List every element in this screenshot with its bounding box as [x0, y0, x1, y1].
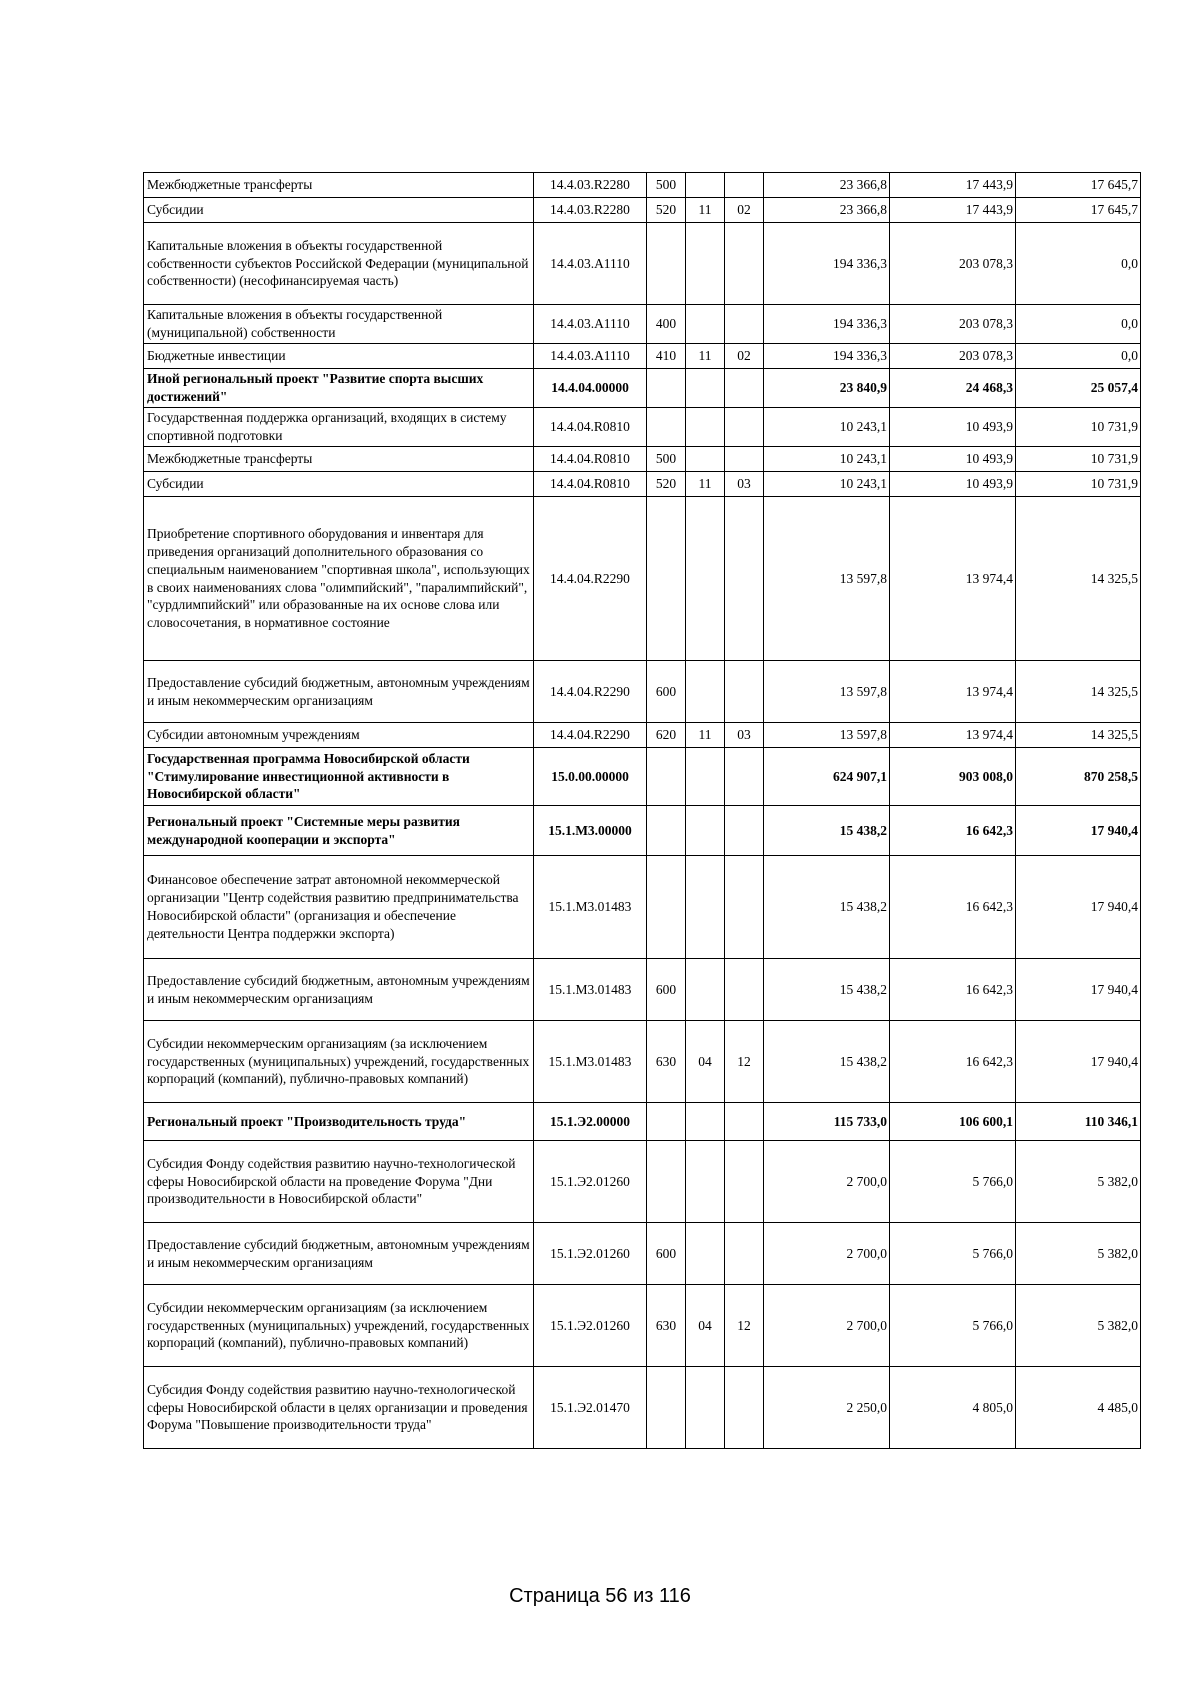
row-target-code: 15.1.М3.00000	[534, 806, 647, 856]
row-target-code: 15.1.Э2.01260	[534, 1223, 647, 1285]
row-subsection	[725, 1103, 764, 1141]
row-amount-year-3: 17 940,4	[1016, 959, 1141, 1021]
table-row	[144, 472, 1141, 497]
row-target-code: 14.4.03.R2280	[534, 198, 647, 223]
row-expense-type	[647, 1141, 686, 1223]
row-name: Предоставление субсидий бюджетным, автономным учреждениям и иным некоммерческим организациям	[144, 959, 534, 1021]
row-target-code: 14.4.03.A1110	[534, 344, 647, 369]
table-row	[144, 1223, 1141, 1285]
row-subsection: 12	[725, 1285, 764, 1367]
row-amount-year-2: 17 443,9	[890, 198, 1016, 223]
row-amount-year-3: 17 940,4	[1016, 806, 1141, 856]
row-amount-year-2: 16 642,3	[890, 806, 1016, 856]
row-amount-year-2: 5 766,0	[890, 1223, 1016, 1285]
row-subsection	[725, 1223, 764, 1285]
row-target-code: 14.4.04.R2290	[534, 497, 647, 661]
page-number: Страница 56 из 116	[509, 1585, 691, 1607]
row-amount-year-3: 5 382,0	[1016, 1285, 1141, 1367]
row-amount-year-1: 13 597,8	[764, 497, 890, 661]
table-row	[144, 198, 1141, 223]
row-section	[686, 1223, 725, 1285]
table-row	[144, 369, 1141, 408]
row-section	[686, 305, 725, 344]
row-target-code: 15.1.М3.01483	[534, 959, 647, 1021]
row-amount-year-3: 0,0	[1016, 305, 1141, 344]
row-expense-type	[647, 408, 686, 447]
budget-table	[143, 172, 1141, 1449]
row-amount-year-2: 4 805,0	[890, 1367, 1016, 1449]
table-row	[144, 1285, 1141, 1367]
row-amount-year-2: 203 078,3	[890, 305, 1016, 344]
row-subsection	[725, 305, 764, 344]
row-amount-year-3: 14 325,5	[1016, 723, 1141, 748]
row-amount-year-3: 4 485,0	[1016, 1367, 1141, 1449]
row-amount-year-2: 16 642,3	[890, 959, 1016, 1021]
row-amount-year-3: 17 645,7	[1016, 198, 1141, 223]
row-amount-year-1: 10 243,1	[764, 447, 890, 472]
row-amount-year-2: 16 642,3	[890, 856, 1016, 959]
row-amount-year-3: 10 731,9	[1016, 472, 1141, 497]
row-subsection	[725, 959, 764, 1021]
row-section: 04	[686, 1021, 725, 1103]
table-row	[144, 173, 1141, 198]
row-subsection	[725, 369, 764, 408]
row-amount-year-1: 13 597,8	[764, 661, 890, 723]
row-subsection	[725, 1141, 764, 1223]
row-amount-year-1: 15 438,2	[764, 1021, 890, 1103]
row-section	[686, 1141, 725, 1223]
row-target-code: 15.1.М3.01483	[534, 856, 647, 959]
row-amount-year-1: 2 250,0	[764, 1367, 890, 1449]
row-name: Межбюджетные трансферты	[144, 447, 534, 472]
row-section: 04	[686, 1285, 725, 1367]
row-name: Предоставление субсидий бюджетным, автономным учреждениям и иным некоммерческим организациям	[144, 661, 534, 723]
row-expense-type: 600	[647, 661, 686, 723]
row-amount-year-2: 10 493,9	[890, 472, 1016, 497]
row-amount-year-3: 870 258,5	[1016, 748, 1141, 806]
row-amount-year-3: 25 057,4	[1016, 369, 1141, 408]
row-section	[686, 173, 725, 198]
row-target-code: 14.4.04.R0810	[534, 408, 647, 447]
row-expense-type	[647, 1103, 686, 1141]
row-amount-year-2: 5 766,0	[890, 1285, 1016, 1367]
row-name: Бюджетные инвестиции	[144, 344, 534, 369]
row-subsection	[725, 806, 764, 856]
row-name: Иной региональный проект "Развитие спорта высших достижений"	[144, 369, 534, 408]
row-section	[686, 223, 725, 305]
row-amount-year-1: 2 700,0	[764, 1141, 890, 1223]
table-row	[144, 1367, 1141, 1449]
row-expense-type	[647, 748, 686, 806]
row-amount-year-2: 903 008,0	[890, 748, 1016, 806]
table-row	[144, 223, 1141, 305]
row-section	[686, 447, 725, 472]
row-target-code: 15.1.Э2.01260	[534, 1285, 647, 1367]
row-expense-type: 630	[647, 1285, 686, 1367]
table-row	[144, 447, 1141, 472]
row-amount-year-1: 15 438,2	[764, 806, 890, 856]
row-name: Приобретение спортивного оборудования и инвентаря для приведения организаций дополнительного образования со специальным наименованием "спортивная школа", использующих в своих наименованиях слова "олимпийский", "паралимпийский", "сурдлимпийский" или образованные на их основе слова или словосочетания, в нормативное состояние	[144, 497, 534, 661]
row-name: Субсидии	[144, 198, 534, 223]
row-expense-type	[647, 856, 686, 959]
row-expense-type: 520	[647, 198, 686, 223]
row-amount-year-2: 203 078,3	[890, 344, 1016, 369]
row-target-code: 14.4.04.R0810	[534, 472, 647, 497]
row-expense-type: 500	[647, 447, 686, 472]
row-amount-year-2: 13 974,4	[890, 497, 1016, 661]
row-name: Финансовое обеспечение затрат автономной некоммерческой организации "Центр содействия развитию предпринимательства Новосибирской области" (организация и обеспечение деятельности Центра поддержки экспорта)	[144, 856, 534, 959]
row-amount-year-2: 106 600,1	[890, 1103, 1016, 1141]
row-expense-type	[647, 1367, 686, 1449]
row-target-code: 15.1.М3.01483	[534, 1021, 647, 1103]
row-expense-type: 630	[647, 1021, 686, 1103]
table-body	[144, 173, 1141, 1449]
row-expense-type: 520	[647, 472, 686, 497]
row-subsection	[725, 661, 764, 723]
row-expense-type	[647, 806, 686, 856]
row-section	[686, 661, 725, 723]
row-section: 11	[686, 344, 725, 369]
row-amount-year-1: 23 366,8	[764, 198, 890, 223]
row-amount-year-2: 13 974,4	[890, 661, 1016, 723]
row-section: 11	[686, 198, 725, 223]
row-subsection	[725, 408, 764, 447]
row-name: Субсидии автономным учреждениям	[144, 723, 534, 748]
row-amount-year-3: 17 645,7	[1016, 173, 1141, 198]
row-target-code: 14.4.03.A1110	[534, 305, 647, 344]
row-amount-year-2: 13 974,4	[890, 723, 1016, 748]
row-target-code: 14.4.04.R2290	[534, 723, 647, 748]
row-amount-year-1: 194 336,3	[764, 223, 890, 305]
row-section	[686, 959, 725, 1021]
row-target-code: 14.4.03.R2280	[534, 173, 647, 198]
row-amount-year-2: 5 766,0	[890, 1141, 1016, 1223]
row-target-code: 15.1.Э2.01470	[534, 1367, 647, 1449]
row-amount-year-1: 624 907,1	[764, 748, 890, 806]
row-amount-year-3: 0,0	[1016, 223, 1141, 305]
row-subsection: 12	[725, 1021, 764, 1103]
row-name: Субсидии некоммерческим организациям (за исключением государственных (муниципальных) учреждений, государственных корпораций (компаний), публично-правовых компаний)	[144, 1285, 534, 1367]
row-amount-year-3: 5 382,0	[1016, 1141, 1141, 1223]
row-name: Капитальные вложения в объекты государственной собственности субъектов Российской Федерации (муниципальной собственности) (несофинансируемая часть)	[144, 223, 534, 305]
table-row	[144, 723, 1141, 748]
row-amount-year-2: 10 493,9	[890, 447, 1016, 472]
row-amount-year-3: 0,0	[1016, 344, 1141, 369]
row-amount-year-2: 10 493,9	[890, 408, 1016, 447]
row-amount-year-1: 194 336,3	[764, 344, 890, 369]
row-subsection	[725, 223, 764, 305]
row-section	[686, 408, 725, 447]
row-amount-year-3: 17 940,4	[1016, 856, 1141, 959]
row-subsection	[725, 497, 764, 661]
row-amount-year-1: 15 438,2	[764, 856, 890, 959]
row-section	[686, 1103, 725, 1141]
row-name: Предоставление субсидий бюджетным, автономным учреждениям и иным некоммерческим организациям	[144, 1223, 534, 1285]
row-amount-year-3: 5 382,0	[1016, 1223, 1141, 1285]
row-subsection	[725, 748, 764, 806]
row-section: 11	[686, 723, 725, 748]
row-name: Субсидия Фонду содействия развитию научно-технологической сферы Новосибирской области на проведение Форума "Дни производительности в Новосибирской области"	[144, 1141, 534, 1223]
row-subsection: 03	[725, 723, 764, 748]
row-subsection: 02	[725, 344, 764, 369]
row-amount-year-1: 13 597,8	[764, 723, 890, 748]
row-amount-year-3: 14 325,5	[1016, 661, 1141, 723]
row-amount-year-2: 16 642,3	[890, 1021, 1016, 1103]
row-target-code: 15.1.Э2.01260	[534, 1141, 647, 1223]
row-subsection: 03	[725, 472, 764, 497]
table-row	[144, 344, 1141, 369]
row-name: Государственная программа Новосибирской области "Стимулирование инвестиционной активности в Новосибирской области"	[144, 748, 534, 806]
row-name: Межбюджетные трансферты	[144, 173, 534, 198]
row-target-code: 14.4.03.A1110	[534, 223, 647, 305]
row-amount-year-1: 23 840,9	[764, 369, 890, 408]
row-section: 11	[686, 472, 725, 497]
row-amount-year-2: 24 468,3	[890, 369, 1016, 408]
table-row	[144, 1103, 1141, 1141]
row-expense-type: 400	[647, 305, 686, 344]
row-amount-year-3: 10 731,9	[1016, 408, 1141, 447]
row-amount-year-1: 10 243,1	[764, 472, 890, 497]
row-amount-year-2: 203 078,3	[890, 223, 1016, 305]
row-expense-type: 410	[647, 344, 686, 369]
row-target-code: 14.4.04.R2290	[534, 661, 647, 723]
row-expense-type: 500	[647, 173, 686, 198]
table-row	[144, 1021, 1141, 1103]
row-expense-type	[647, 223, 686, 305]
row-name: Региональный проект "Системные меры развития международной кооперации и экспорта"	[144, 806, 534, 856]
row-section	[686, 748, 725, 806]
row-name: Капитальные вложения в объекты государственной (муниципальной) собственности	[144, 305, 534, 344]
row-amount-year-1: 2 700,0	[764, 1223, 890, 1285]
row-subsection	[725, 173, 764, 198]
row-subsection	[725, 856, 764, 959]
row-name: Субсидии некоммерческим организациям (за исключением государственных (муниципальных) учреждений, государственных корпораций (компаний), публично-правовых компаний)	[144, 1021, 534, 1103]
row-amount-year-3: 110 346,1	[1016, 1103, 1141, 1141]
row-name: Государственная поддержка организаций, входящих в систему спортивной подготовки	[144, 408, 534, 447]
table-row	[144, 497, 1141, 661]
row-amount-year-1: 15 438,2	[764, 959, 890, 1021]
row-section	[686, 497, 725, 661]
table-row	[144, 408, 1141, 447]
row-subsection	[725, 1367, 764, 1449]
table-row	[144, 748, 1141, 806]
row-amount-year-1: 115 733,0	[764, 1103, 890, 1141]
row-amount-year-1: 194 336,3	[764, 305, 890, 344]
row-subsection: 02	[725, 198, 764, 223]
row-expense-type: 600	[647, 1223, 686, 1285]
table-row	[144, 806, 1141, 856]
row-amount-year-3: 10 731,9	[1016, 447, 1141, 472]
table-row	[144, 305, 1141, 344]
row-target-code: 15.1.Э2.00000	[534, 1103, 647, 1141]
row-section	[686, 369, 725, 408]
row-name: Региональный проект "Производительность труда"	[144, 1103, 534, 1141]
row-name: Субсидии	[144, 472, 534, 497]
table-row	[144, 1141, 1141, 1223]
row-amount-year-3: 14 325,5	[1016, 497, 1141, 661]
row-name: Субсидия Фонду содействия развитию научно-технологической сферы Новосибирской области в целях организации и проведения Форума "Повышение производительности труда"	[144, 1367, 534, 1449]
row-expense-type: 620	[647, 723, 686, 748]
row-amount-year-1: 10 243,1	[764, 408, 890, 447]
row-amount-year-1: 23 366,8	[764, 173, 890, 198]
row-section	[686, 1367, 725, 1449]
row-expense-type: 600	[647, 959, 686, 1021]
row-subsection	[725, 447, 764, 472]
row-amount-year-2: 17 443,9	[890, 173, 1016, 198]
row-expense-type	[647, 497, 686, 661]
table-row	[144, 856, 1141, 959]
row-target-code: 14.4.04.00000	[534, 369, 647, 408]
row-section	[686, 806, 725, 856]
row-target-code: 14.4.04.R0810	[534, 447, 647, 472]
table-row	[144, 661, 1141, 723]
row-amount-year-1: 2 700,0	[764, 1285, 890, 1367]
row-expense-type	[647, 369, 686, 408]
table-row	[144, 959, 1141, 1021]
row-section	[686, 856, 725, 959]
row-amount-year-3: 17 940,4	[1016, 1021, 1141, 1103]
row-target-code: 15.0.00.00000	[534, 748, 647, 806]
